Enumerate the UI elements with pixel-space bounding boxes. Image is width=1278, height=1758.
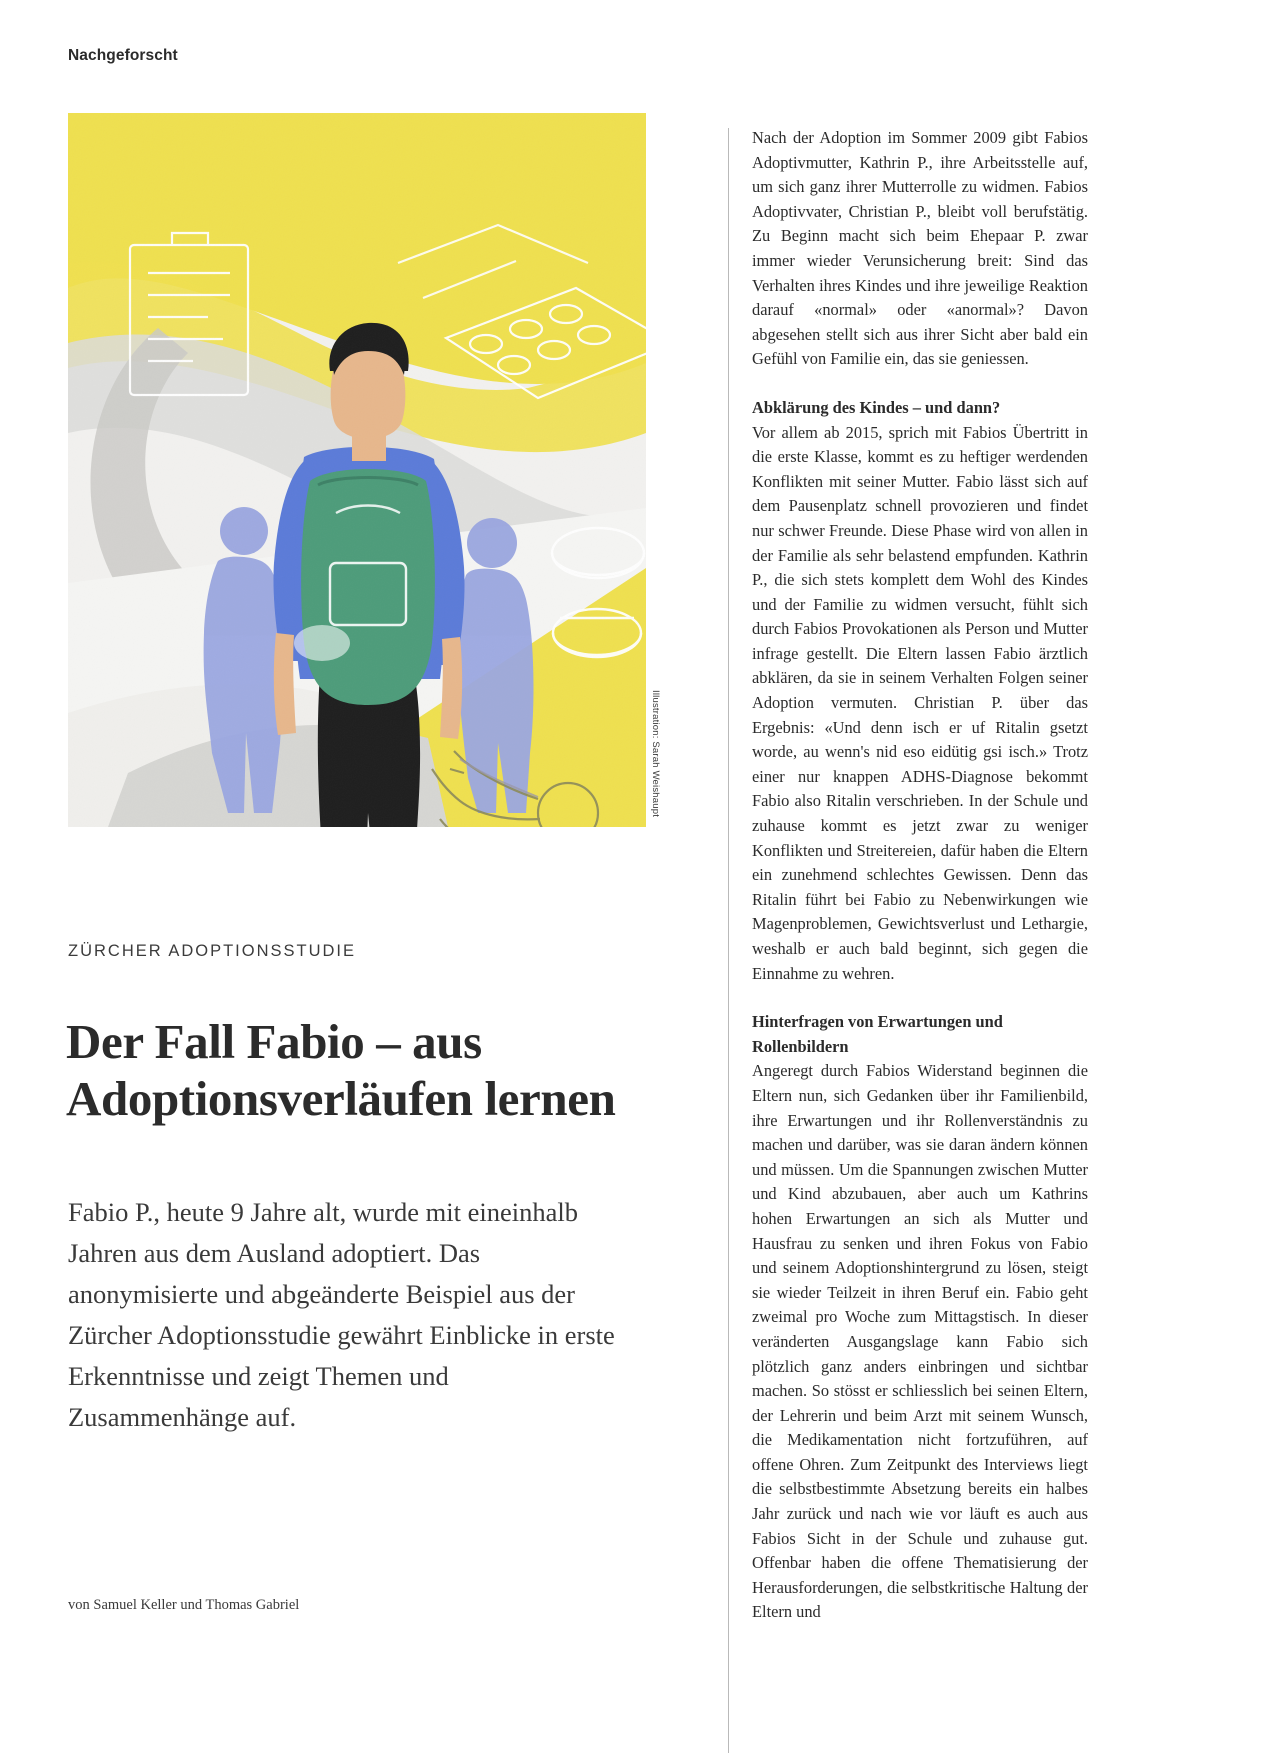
article-lead: Fabio P., heute 9 Jahre alt, wurde mit eineinhalb Jahren aus dem Ausland adoptiert. Das anonymisierte und abgeänderte Beispiel aus der Zürcher Adoptionsstudie gewährt Einblicke in erste Erkenntnisse und zeigt Themen und Zusammenhänge auf. (68, 1197, 615, 1432)
page-title: Der Fall Fabio – aus Adoptionsverläufen lernen (66, 1013, 616, 1126)
article-byline: von Samuel Keller und Thomas Gabriel (68, 1597, 300, 1613)
body-subheading-2: Hinterfragen von Erwartungen und Rollenbildern (752, 1012, 1003, 1056)
body-paragraph-2: Vor allem ab 2015, sprich mit Fabios Übertritt in die erste Klasse, kommt es zu heftiger werdenden Konflikten mit seiner Mutter. Fabio lässt sich auf dem Pausenplatz schnell provozieren und findet nur schwer Freunde. Diese Phase wird von allen in der Familie als sehr belastend empfunden. Kathrin P., die sich stets komplett dem Wohl des Kindes und der Familie zu widmen versucht, fühlt sich durch Fabios Provokationen als Person und Mutter infrage gestellt. Die Eltern lassen Fabio ärztlich abklären, da sie in seinem Verhalten Folgen seiner Adoption vermuten. Christian P. über das Ergebnis: «Und denn isch er uf Ritalin gsetzt worde, au wenn's nid eso eidütig gsi isch.» Trotz einer nur knappen ADHS-Diagnose bekommt Fabio also Ritalin verschrieben. In der Schule und zuhause kommt es jetzt zwar zu weniger Konflikten und Streitereien, dafür haben die Eltern ein zunehmend schlechtes Gewissen. Denn das Ritalin führt bei Fabio zu Nebenwirkungen wie Magenproblemen, Gewichtsverlust und Lethargie, weshalb er auch bald beginnt, sich gegen die Einnahme zu wehren. (752, 422, 1088, 983)
illustration-credit: Illustration: Sarah Weishaupt (650, 690, 661, 818)
article-body-column (752, 126, 1088, 1625)
article-illustration (68, 113, 646, 827)
running-head: Nachgeforscht (68, 47, 178, 64)
article-kicker: ZÜRCHER ADOPTIONSSTUDIE (68, 942, 357, 960)
body-subheading-1: Abklärung des Kindes – und dann? (752, 397, 1001, 417)
illustration-svg (68, 113, 646, 827)
column-divider (728, 128, 729, 1753)
body-paragraph-1: Nach der Adoption im Sommer 2009 gibt Fabios Adoptivmutter, Kathrin P., ihre Arbeitsstelle auf, um sich ganz ihrer Mutterrolle zu widmen. Fabios Adoptivvater, Christian P., bleibt voll berufstätig. Zu Beginn macht sich beim Ehepaar P. zwar immer wieder Verunsicherung breit: Sind das Verhalten ihres Kindes und ihre jeweilige Reaktion darauf «normal» oder «anormal»? Davon abgesehen stellt sich aus ihrer Sicht aber bald ein Gefühl von Familie ein, das sie geniessen. (752, 128, 1088, 369)
body-paragraph-3: Angeregt durch Fabios Widerstand beginnen die Eltern nun, sich Gedanken über ihr Familienbild, ihre Erwartungen und ihr Rollenverständnis zu machen und darüber, was sie daran ändern können und müssen. Um die Spannungen zwischen Mutter und Kind abzubauen, aber auch um Kathrins hohen Erwartungen an sich als Mutter und Hausfrau zu senken und ihren Fokus von Fabio und seinem Adoptionshintergrund zu lösen, steigt sie wieder Teilzeit in ihren Beruf ein. Fabio geht zweimal pro Woche zum Mittagstisch. In dieser veränderten Ausgangslage kann Fabio sich plötzlich ganz anders einbringen und sichtbar machen. So stösst er schliesslich bei seinen Eltern, der Lehrerin und beim Arzt mit seinem Wunsch, die Medikamentation nicht fortzuführen, auf offene Ohren. Zum Zeitpunkt des Interviews liegt die selbstbestimmte Absetzung bereits ein halbes Jahr zurück und nach wie vor läuft es auch aus Fabios Sicht in der Schule und zuhause gut. Offenbar haben die offene Thematisierung der Herausforderungen, die selbstkritische Haltung der Eltern und (752, 1061, 1088, 1622)
